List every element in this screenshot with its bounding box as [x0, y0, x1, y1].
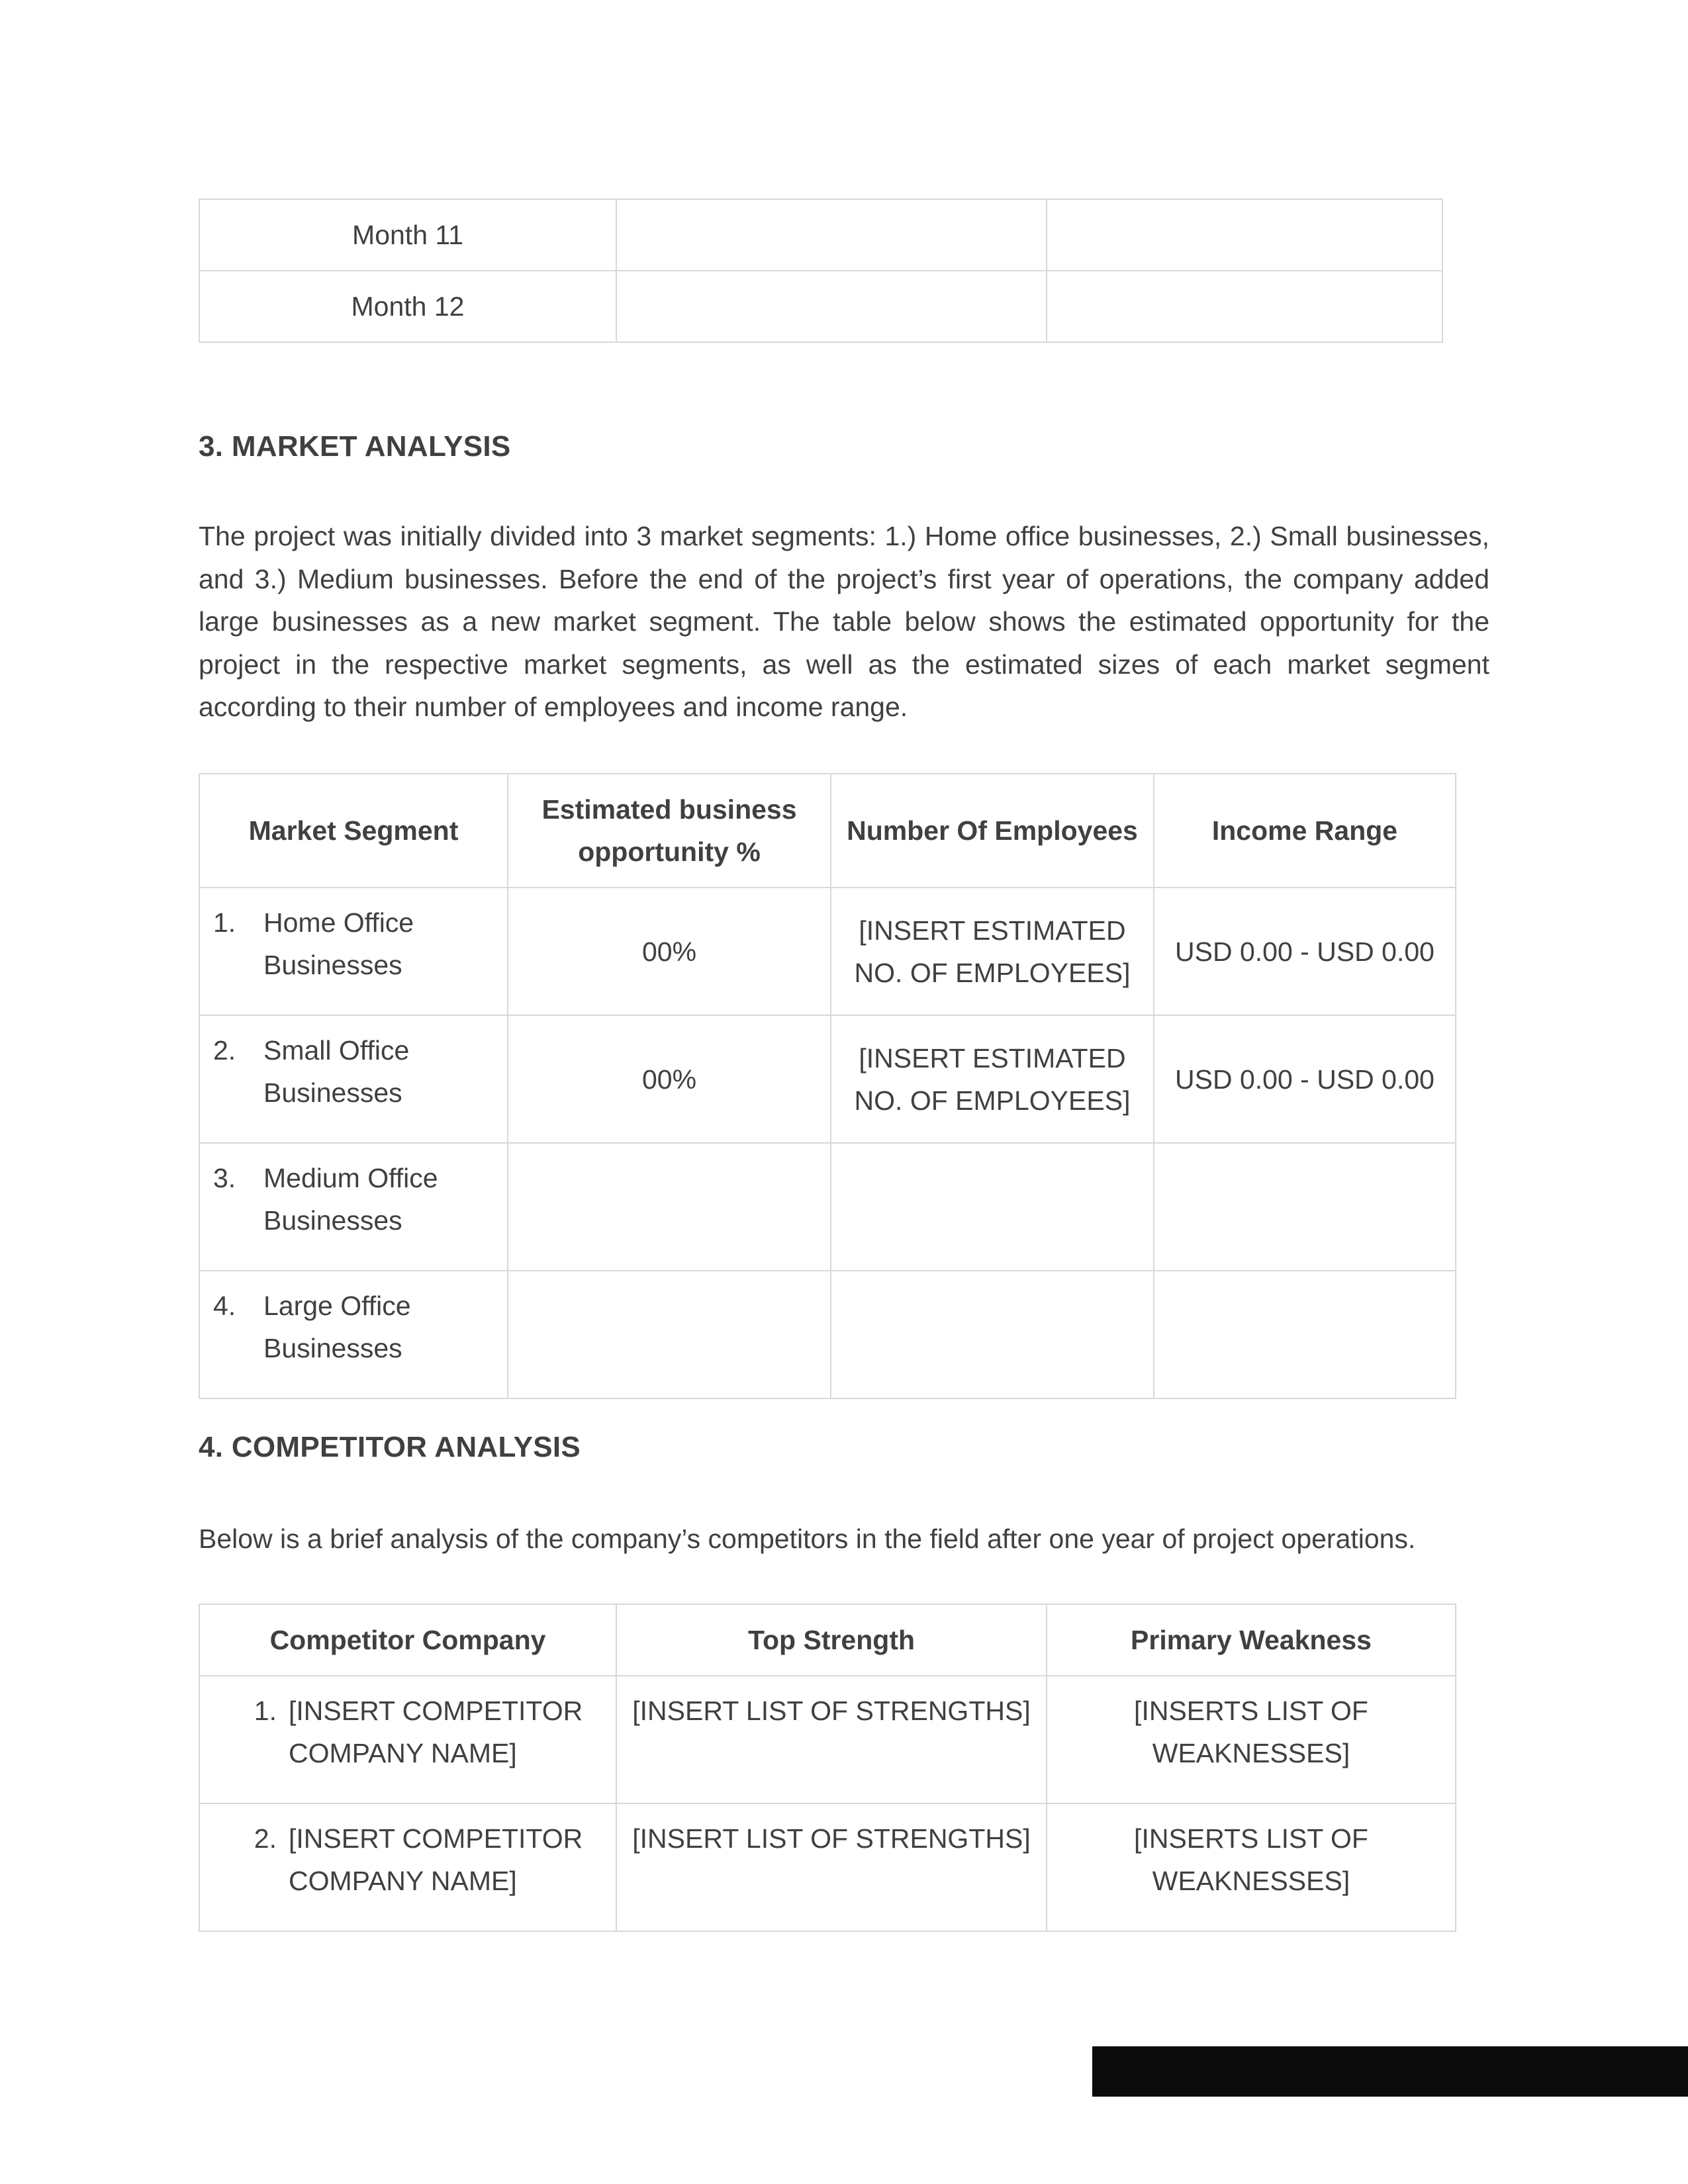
- table-row: [199, 887, 1456, 1015]
- segment-cell: [199, 1015, 508, 1143]
- table-row: [199, 1015, 1456, 1143]
- redaction-bar: [1092, 2046, 1688, 2097]
- table-row: [199, 271, 1442, 342]
- table-header-row: [199, 774, 1456, 887]
- month-label: Month 12: [199, 271, 616, 342]
- table-row: [199, 1803, 1456, 1931]
- column-header: Primary Weakness: [1047, 1604, 1456, 1676]
- competitor-table: [199, 1604, 1456, 1932]
- table-header-row: [199, 1604, 1456, 1676]
- list-number: 3.: [213, 1163, 236, 1193]
- table-row: [199, 199, 1442, 271]
- weakness-cell: [INSERTS LIST OF WEAKNESSES]: [1047, 1803, 1456, 1931]
- employees-cell: [INSERT ESTIMATED NO. OF EMPLOYEES]: [831, 1015, 1154, 1143]
- employees-cell: [INSERT ESTIMATED NO. OF EMPLOYEES]: [831, 887, 1154, 1015]
- opportunity-cell: 00%: [508, 1015, 831, 1143]
- segment-name: Small Office Businesses: [263, 1035, 410, 1108]
- month-label: Month 11: [199, 199, 616, 271]
- segment-cell: [199, 1271, 508, 1398]
- market-analysis-heading: 3. MARKET ANALYSIS: [199, 430, 511, 463]
- opportunity-cell: [508, 1271, 831, 1398]
- table-cell: [616, 199, 1047, 271]
- income-cell: USD 0.00 - USD 0.00: [1154, 1015, 1456, 1143]
- list-number: 2.: [254, 1823, 277, 1854]
- competitor-analysis-paragraph: Below is a brief analysis of the company’s competitors in the field after one year of project operations.: [199, 1524, 1416, 1554]
- company-name: [INSERT COMPETITOR COMPANY NAME]: [289, 1696, 583, 1768]
- employees-cell: [831, 1271, 1154, 1398]
- segment-name: Large Office Businesses: [263, 1291, 411, 1363]
- table-row: [199, 1271, 1456, 1398]
- table-cell: [1047, 271, 1442, 342]
- column-header: Competitor Company: [199, 1604, 616, 1676]
- opportunity-cell: 00%: [508, 887, 831, 1015]
- competitor-analysis-heading: 4. COMPETITOR ANALYSIS: [199, 1431, 581, 1463]
- list-number: 1.: [213, 907, 236, 938]
- segment-name: Medium Office Businesses: [263, 1163, 438, 1236]
- month-table: [199, 199, 1443, 343]
- table-cell: [616, 271, 1047, 342]
- list-number: 2.: [213, 1035, 236, 1066]
- opportunity-cell: [508, 1143, 831, 1271]
- list-number: 4.: [213, 1291, 236, 1321]
- segment-cell: [199, 1143, 508, 1271]
- table-row: [199, 1143, 1456, 1271]
- income-cell: [1154, 1271, 1456, 1398]
- column-header: Number Of Employees: [831, 774, 1154, 887]
- list-number: 1.: [254, 1696, 277, 1726]
- market-segment-table: [199, 773, 1456, 1399]
- table-row: [199, 1676, 1456, 1803]
- column-header: Top Strength: [616, 1604, 1047, 1676]
- company-name: [INSERT COMPETITOR COMPANY NAME]: [289, 1823, 583, 1896]
- column-header: Income Range: [1154, 774, 1456, 887]
- company-cell: [199, 1803, 616, 1931]
- company-cell: [199, 1676, 616, 1803]
- strength-cell: [INSERT LIST OF STRENGTHS]: [616, 1676, 1047, 1803]
- market-analysis-paragraph: The project was initially divided into 3 market segments: 1.) Home office businesses, 2.) Small businesses, and 3.) Medium businesses. Before the end of the project’s first year of operations, the company added large businesses as a new market segment. The table below shows the estimated opportunity for the project in the respective market segments, as well as the estimated sizes of each market segment according to their number of employees and income range.: [199, 521, 1489, 722]
- column-header: Market Segment: [199, 774, 508, 887]
- column-header: Estimated business opportunity %: [508, 774, 831, 887]
- strength-cell: [INSERT LIST OF STRENGTHS]: [616, 1803, 1047, 1931]
- table-cell: [1047, 199, 1442, 271]
- weakness-cell: [INSERTS LIST OF WEAKNESSES]: [1047, 1676, 1456, 1803]
- segment-name: Home Office Businesses: [263, 907, 414, 980]
- segment-cell: [199, 887, 508, 1015]
- employees-cell: [831, 1143, 1154, 1271]
- income-cell: [1154, 1143, 1456, 1271]
- income-cell: USD 0.00 - USD 0.00: [1154, 887, 1456, 1015]
